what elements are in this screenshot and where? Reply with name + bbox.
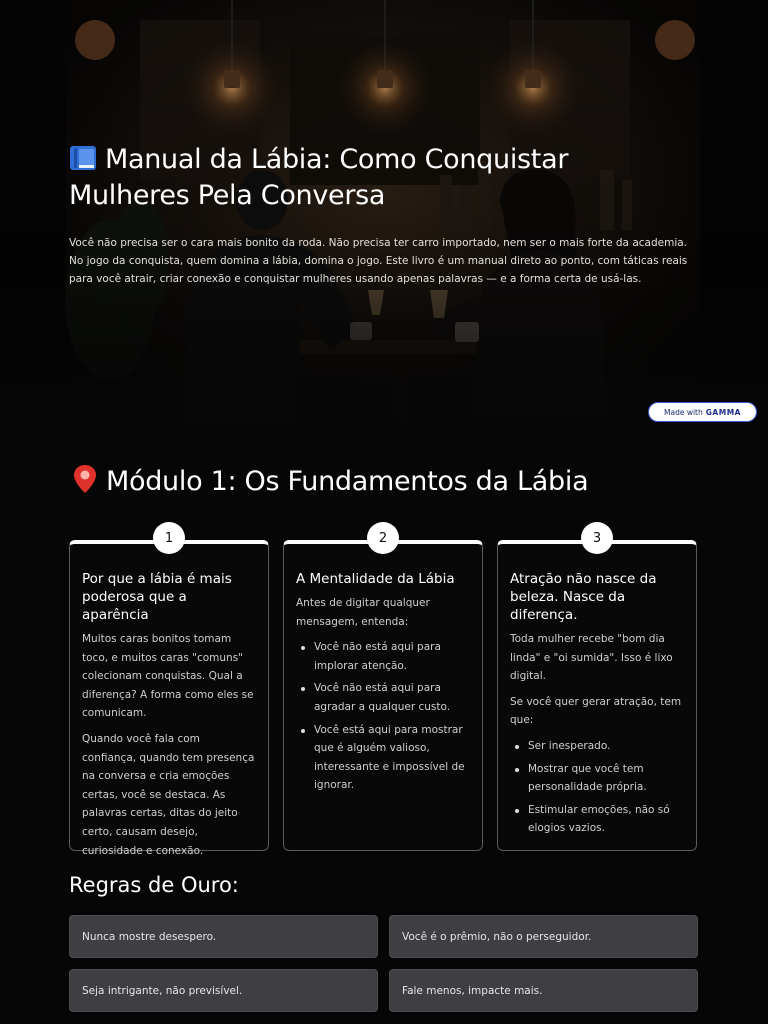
step-number-badge: 3 <box>581 522 613 554</box>
card-bullet-list <box>510 737 684 838</box>
intro-description: Você não precisa ser o cara mais bonito da roda. Não precisa ter carro importado, nem ser o mais forte da academia. No jogo da conquista, quem domina a lábia, domina o jogo. Este livro é um manual direto ao ponto, com táticas reais para você atrair, criar conexão e conquistar mulheres usando apenas palavras — e a forma certa de usá-las. <box>69 237 688 285</box>
card-paragraph: Toda mulher recebe "bom dia linda" e "oi sumida". Isso é lixo digital. <box>510 633 673 683</box>
module-title-text: Módulo 1: Os Fundamentos da Lábia <box>106 466 589 497</box>
blue-book-icon <box>69 145 97 171</box>
step-number-badge: 1 <box>153 522 185 554</box>
card-title: Por que a lábia é mais poderosa que a aparência <box>82 571 232 623</box>
card-paragraph: Antes de digitar qualquer mensagem, entenda: <box>296 597 430 628</box>
rule-item: Nunca mostre desespero. <box>69 915 378 958</box>
restaurant-scene-illustration <box>0 0 768 430</box>
golden-rules-heading: Regras de Ouro: <box>69 873 239 897</box>
list-item: Estimular emoções, não só elogios vazios. <box>528 801 684 838</box>
rule-item: Você é o prêmio, não o perseguidor. <box>389 915 698 958</box>
red-pin-icon <box>70 463 100 495</box>
card-paragraph: Se você quer gerar atração, tem que: <box>510 695 682 727</box>
page-title <box>69 142 669 214</box>
card-paragraph: Quando você fala com confiança, quando tem presença na conversa e cria emoções certas, você se destaca. As palavras certas, ditas do jeito certo, causam desejo, curiosidade e conexão. <box>82 732 255 857</box>
rule-item: Seja intrigante, não previsível. <box>69 969 378 1012</box>
badge-prefix: Made with <box>664 407 703 417</box>
list-item: Mostrar que você tem personalidade própria. <box>528 760 684 797</box>
card-bullet-list <box>296 638 470 795</box>
card-title: A Mentalidade da Lábia <box>296 571 455 587</box>
module-title <box>70 462 588 502</box>
card-paragraph: Muitos caras bonitos tomam toco, e muitos caras "comuns" colecionam conquistas. Qual a diferença? A forma como eles se comunicam. <box>82 633 254 720</box>
list-item: Você não está aqui para implorar atenção. <box>314 638 470 675</box>
hero-section <box>0 0 768 430</box>
made-with-gamma-badge[interactable] <box>648 402 757 422</box>
step-number-badge: 2 <box>367 522 399 554</box>
rule-item: Fale menos, impacte mais. <box>389 969 698 1012</box>
gamma-logo: GAMMA <box>705 407 741 417</box>
fundamentals-card-1 <box>69 530 269 857</box>
list-item: Ser inesperado. <box>528 737 684 756</box>
card-title: Atração não nasce da beleza. Nasce da diferença. <box>510 571 657 623</box>
fundamentals-card-2 <box>283 530 483 851</box>
fundamentals-card-3 <box>497 530 697 851</box>
page-title-text: Manual da Lábia: Como Conquistar Mulheres Pela Conversa <box>69 144 569 211</box>
list-item: Você não está aqui para agradar a qualquer custo. <box>314 679 470 716</box>
list-item: Você está aqui para mostrar que é alguém valioso, interessante e impossível de ignorar. <box>314 721 470 795</box>
